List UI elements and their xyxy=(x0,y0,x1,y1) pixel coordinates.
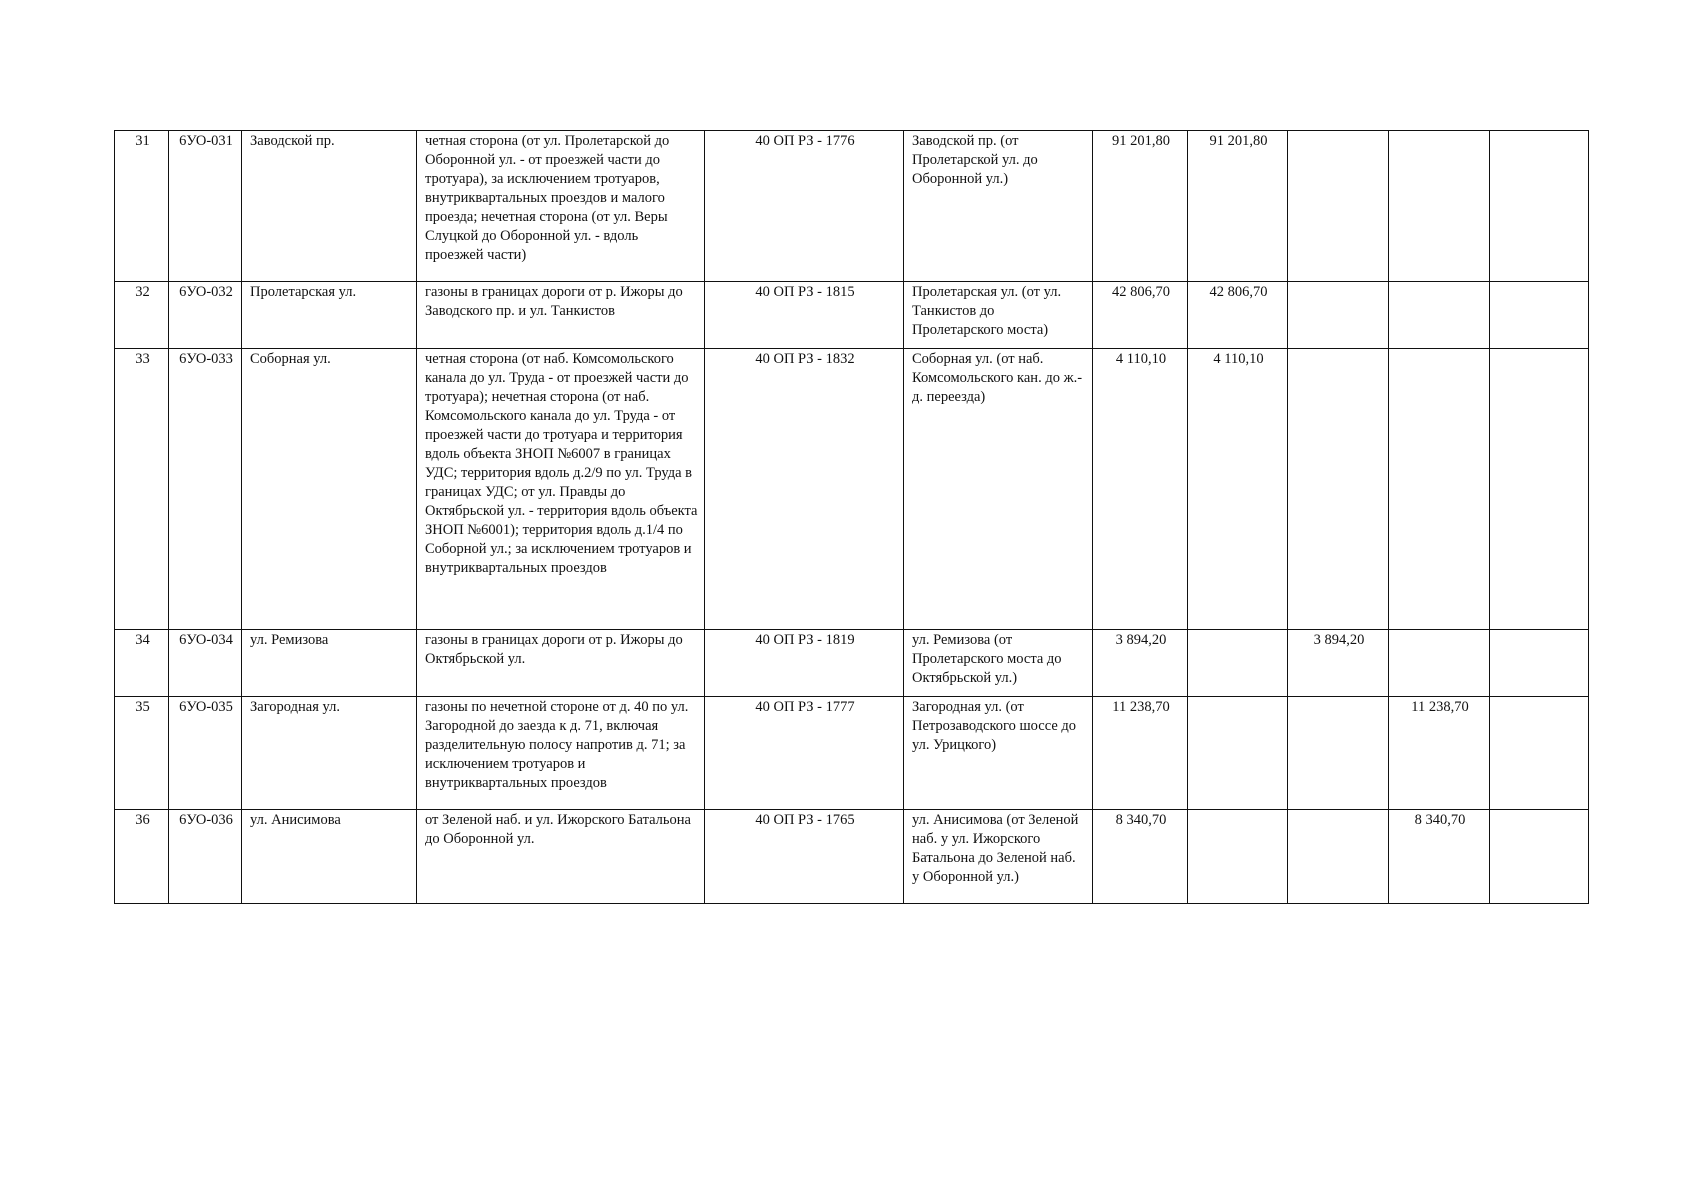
object-code: 6УО-033 xyxy=(169,349,242,630)
road-section: Загородная ул. (от Петрозаводского шоссе до ул. Урицкого) xyxy=(904,697,1093,810)
object-code: 6УО-031 xyxy=(169,131,242,282)
area-column-8: 4 110,10 xyxy=(1188,349,1288,630)
area-column-10: 8 340,70 xyxy=(1389,810,1490,904)
row-number: 36 xyxy=(115,810,169,904)
object-code: 6УО-034 xyxy=(169,630,242,697)
table-row xyxy=(115,697,1589,810)
area-column-8: 91 201,80 xyxy=(1188,131,1288,282)
street-name: Соборная ул. xyxy=(242,349,417,630)
area-total: 8 340,70 xyxy=(1093,810,1188,904)
row-number: 33 xyxy=(115,349,169,630)
area-column-11 xyxy=(1490,131,1589,282)
road-section: ул. Ремизова (от Пролетарского моста до Октябрьской ул.) xyxy=(904,630,1093,697)
boundary-description: четная сторона (от ул. Пролетарской до Оборонной ул. - от проезжей части до тротуара), за исключением тротуаров, внутриквартальных проездов и малого проезда; нечетная сторона (от ул. Веры Слуцкой до Оборонной ул. - вдоль проезжей части) xyxy=(417,131,705,282)
street-name: Заводской пр. xyxy=(242,131,417,282)
area-column-10 xyxy=(1389,630,1490,697)
boundary-description: четная сторона (от наб. Комсомольского канала до ул. Труда - от проезжей части до тротуара); нечетная сторона (от наб. Комсомольского канала до ул. Труда - от проезжей части до тротуара и территория вдоль объекта ЗНОП №6007 в границах УДС; территория вдоль д.2/9 по ул. Труда в границах УДС; от ул. Правды до Октябрьской ул. - территория вдоль объекта ЗНОП №6001); территория вдоль д.1/4 по Соборной ул.; за исключением тротуаров и внутриквартальных проездов xyxy=(417,349,705,630)
boundary-description: газоны в границах дороги от р. Ижоры до Заводского пр. и ул. Танкистов xyxy=(417,282,705,349)
road-section: Пролетарская ул. (от ул. Танкистов до Пролетарского моста) xyxy=(904,282,1093,349)
road-section: Соборная ул. (от наб. Комсомольского кан. до ж.-д. переезда) xyxy=(904,349,1093,630)
road-section: ул. Анисимова (от Зеленой наб. у ул. Ижорского Батальона до Зеленой наб. у Оборонной ул.) xyxy=(904,810,1093,904)
road-id: 40 ОП РЗ - 1815 xyxy=(705,282,904,349)
street-name: Загородная ул. xyxy=(242,697,417,810)
area-column-11 xyxy=(1490,282,1589,349)
row-number: 35 xyxy=(115,697,169,810)
table-row xyxy=(115,282,1589,349)
row-number: 32 xyxy=(115,282,169,349)
street-name: ул. Анисимова xyxy=(242,810,417,904)
street-name: Пролетарская ул. xyxy=(242,282,417,349)
row-number: 31 xyxy=(115,131,169,282)
area-total: 42 806,70 xyxy=(1093,282,1188,349)
boundary-description: от Зеленой наб. и ул. Ижорского Батальона до Оборонной ул. xyxy=(417,810,705,904)
area-column-9 xyxy=(1288,697,1389,810)
area-column-10: 11 238,70 xyxy=(1389,697,1490,810)
area-column-8: 42 806,70 xyxy=(1188,282,1288,349)
registry-table xyxy=(114,130,1589,904)
road-id: 40 ОП РЗ - 1777 xyxy=(705,697,904,810)
row-number: 34 xyxy=(115,630,169,697)
object-code: 6УО-036 xyxy=(169,810,242,904)
area-total: 3 894,20 xyxy=(1093,630,1188,697)
area-total: 11 238,70 xyxy=(1093,697,1188,810)
area-column-9 xyxy=(1288,282,1389,349)
area-total: 91 201,80 xyxy=(1093,131,1188,282)
street-name: ул. Ремизова xyxy=(242,630,417,697)
area-column-10 xyxy=(1389,282,1490,349)
table-row xyxy=(115,810,1589,904)
object-code: 6УО-032 xyxy=(169,282,242,349)
area-column-8 xyxy=(1188,697,1288,810)
area-total: 4 110,10 xyxy=(1093,349,1188,630)
area-column-8 xyxy=(1188,810,1288,904)
object-code: 6УО-035 xyxy=(169,697,242,810)
area-column-9 xyxy=(1288,349,1389,630)
boundary-description: газоны в границах дороги от р. Ижоры до Октябрьской ул. xyxy=(417,630,705,697)
table-row xyxy=(115,349,1589,630)
road-id: 40 ОП РЗ - 1819 xyxy=(705,630,904,697)
area-column-11 xyxy=(1490,630,1589,697)
road-section: Заводской пр. (от Пролетарской ул. до Оборонной ул.) xyxy=(904,131,1093,282)
area-column-9: 3 894,20 xyxy=(1288,630,1389,697)
area-column-11 xyxy=(1490,697,1589,810)
area-column-10 xyxy=(1389,349,1490,630)
area-column-11 xyxy=(1490,810,1589,904)
area-column-11 xyxy=(1490,349,1589,630)
area-column-8 xyxy=(1188,630,1288,697)
road-id: 40 ОП РЗ - 1776 xyxy=(705,131,904,282)
boundary-description: газоны по нечетной стороне от д. 40 по ул. Загородной до заезда к д. 71, включая разделительную полосу напротив д. 71; за исключением тротуаров и внутриквартальных проездов xyxy=(417,697,705,810)
area-column-9 xyxy=(1288,810,1389,904)
table-row xyxy=(115,630,1589,697)
area-column-9 xyxy=(1288,131,1389,282)
table-row xyxy=(115,131,1589,282)
area-column-10 xyxy=(1389,131,1490,282)
road-id: 40 ОП РЗ - 1832 xyxy=(705,349,904,630)
road-id: 40 ОП РЗ - 1765 xyxy=(705,810,904,904)
